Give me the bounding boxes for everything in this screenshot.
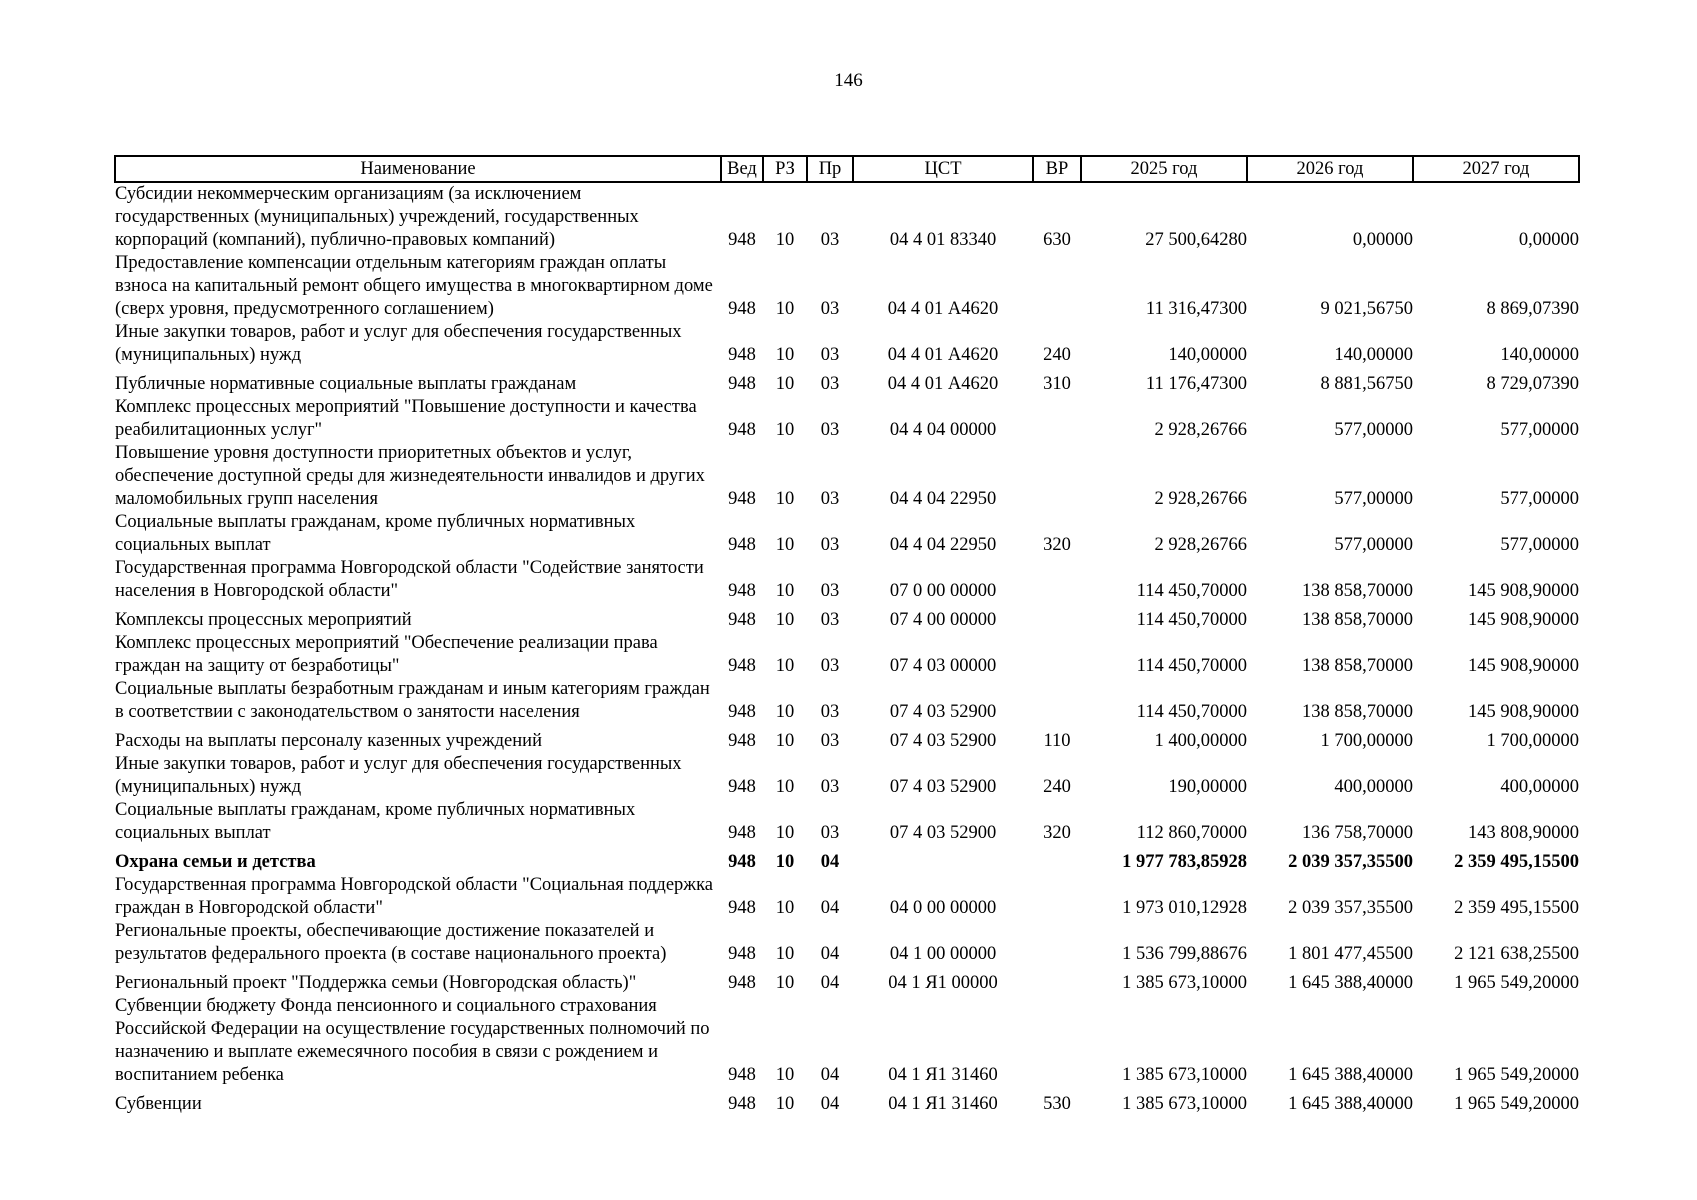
- row-rz: 10: [775, 731, 795, 751]
- row-2025: 1 536 799,88676: [1122, 944, 1247, 964]
- row-2026: 1 801 477,45500: [1288, 944, 1413, 964]
- row-2025: 1 385 673,10000: [1122, 1065, 1247, 1085]
- row-name: Комплекс процессных мероприятий "Обеспечение реализации права граждан на защиту от безработицы": [115, 633, 658, 676]
- row-ved: 948: [728, 852, 756, 872]
- row-cst: 07 4 03 52900: [889, 777, 997, 797]
- row-ved: 948: [728, 535, 756, 555]
- row-name: Социальные выплаты гражданам, кроме публичных нормативных социальных выплат: [115, 800, 636, 843]
- row-2027: 145 908,90000: [1468, 702, 1579, 722]
- row-pr: 04: [820, 898, 840, 918]
- row-name: Региональный проект "Поддержка семьи (Новгородская область)": [115, 973, 637, 993]
- header-2025: 2025 год: [1081, 156, 1247, 182]
- row-2025: 11 176,47300: [1145, 374, 1247, 394]
- header-ved: Вед: [721, 156, 763, 182]
- row-pr: 04: [820, 973, 840, 993]
- row-cst: 07 4 00 00000: [889, 610, 997, 630]
- row-2027: 0,00000: [1518, 230, 1579, 250]
- row-cst: 04 0 00 00000: [889, 898, 997, 918]
- row-pr: 03: [820, 656, 840, 676]
- page-number: 146: [834, 70, 863, 91]
- row-ved: 948: [728, 777, 756, 797]
- row-ved: 948: [728, 420, 756, 440]
- table-row: [115, 557, 1579, 603]
- row-2025: 2 928,26766: [1154, 420, 1247, 440]
- row-2026: 1 645 388,40000: [1288, 1094, 1413, 1114]
- row-2025: 114 450,70000: [1136, 702, 1247, 722]
- row-2027: 2 121 638,25500: [1454, 944, 1579, 964]
- row-2025: 114 450,70000: [1136, 581, 1247, 601]
- row-rz: 10: [775, 299, 795, 319]
- row-2026: 577,00000: [1334, 535, 1413, 555]
- row-2025: 2 928,26766: [1154, 535, 1247, 555]
- row-rz: 10: [775, 702, 795, 722]
- row-2026: 400,00000: [1334, 777, 1413, 797]
- table-row: [115, 252, 1579, 321]
- row-2027: 145 908,90000: [1468, 581, 1579, 601]
- header-2027: 2027 год: [1413, 156, 1579, 182]
- row-vr: [1033, 396, 1081, 442]
- row-cst: 07 4 03 52900: [889, 823, 997, 843]
- table-row: [115, 678, 1579, 724]
- row-pr: 03: [820, 374, 840, 394]
- row-pr: 04: [820, 944, 840, 964]
- row-name: Социальные выплаты гражданам, кроме публичных нормативных социальных выплат: [115, 512, 636, 555]
- row-cst: 04 4 01 А4620: [887, 345, 999, 365]
- header-vr: ВР: [1033, 156, 1081, 182]
- row-name: Публичные нормативные социальные выплаты гражданам: [115, 374, 577, 394]
- row-2026: 138 858,70000: [1302, 581, 1413, 601]
- row-name: Субвенции бюджету Фонда пенсионного и социального страхования Российской Федерации на осуществление государственных полномочий по назначению и выплате ежемесячного пособия в связи с рождением и воспитанием ребенка: [115, 996, 710, 1085]
- row-2027: 1 965 549,20000: [1454, 973, 1579, 993]
- row-name: Иные закупки товаров, работ и услуг для обеспечения государственных (муниципальных) нужд: [115, 754, 682, 797]
- row-vr: 630: [1043, 230, 1071, 250]
- row-2026: 136 758,70000: [1302, 823, 1413, 843]
- row-cst: 07 0 00 00000: [889, 581, 997, 601]
- row-vr: 320: [1043, 535, 1071, 555]
- row-rz: 10: [775, 535, 795, 555]
- table-row: [115, 753, 1579, 799]
- row-vr: [1033, 920, 1081, 966]
- row-rz: 10: [775, 345, 795, 365]
- row-name: Субсидии некоммерческим организациям (за исключением государственных (муниципальных) учреждений, государственных корпораций (компаний), публично-правовых компаний): [115, 184, 639, 250]
- row-cst: 07 4 03 52900: [889, 731, 997, 751]
- row-2027: 1 965 549,20000: [1454, 1065, 1579, 1085]
- table-body: [115, 182, 1579, 1116]
- table-row: [115, 182, 1579, 252]
- row-rz: 10: [775, 230, 795, 250]
- row-rz: 10: [775, 581, 795, 601]
- row-2026: 140,00000: [1334, 345, 1413, 365]
- row-2025: 1 385 673,10000: [1122, 1094, 1247, 1114]
- row-2025: 1 400,00000: [1154, 731, 1247, 751]
- row-name: Охрана семьи и детства: [115, 852, 316, 872]
- row-cst: 04 1 Я1 00000: [888, 973, 998, 993]
- row-pr: 03: [820, 610, 840, 630]
- row-name: Социальные выплаты безработным гражданам и иным категориям граждан в соответствии с законодательством о занятости населения: [115, 679, 710, 722]
- row-2026: 1 645 388,40000: [1288, 1065, 1413, 1085]
- row-2027: 577,00000: [1500, 420, 1579, 440]
- row-2025: 114 450,70000: [1136, 610, 1247, 630]
- row-2026: 9 021,56750: [1320, 299, 1413, 319]
- row-rz: 10: [775, 898, 795, 918]
- row-2026: 1 645 388,40000: [1288, 973, 1413, 993]
- table-row: [115, 632, 1579, 678]
- header-cst: ЦСТ: [853, 156, 1033, 182]
- row-vr: 310: [1043, 374, 1071, 394]
- row-rz: 10: [775, 656, 795, 676]
- table-row: [115, 603, 1579, 632]
- table-row: [115, 724, 1579, 753]
- row-pr: 03: [820, 230, 840, 250]
- row-ved: 948: [728, 489, 756, 509]
- row-vr: [1033, 557, 1081, 603]
- row-2025: 112 860,70000: [1136, 823, 1247, 843]
- header-pr: Пр: [807, 156, 853, 182]
- row-pr: 04: [820, 852, 840, 872]
- row-cst: 04 1 00 00000: [889, 944, 997, 964]
- row-pr: 03: [820, 535, 840, 555]
- row-vr: [1033, 603, 1081, 632]
- row-name: Региональные проекты, обеспечивающие достижение показателей и результатов федерального проекта (в составе национального проекта): [115, 921, 667, 964]
- row-cst: 04 4 01 83340: [889, 230, 997, 250]
- row-2026: 2 039 357,35500: [1288, 898, 1413, 918]
- row-cst: 04 4 04 22950: [889, 489, 997, 509]
- row-pr: 03: [820, 489, 840, 509]
- row-2027: 8 729,07390: [1486, 374, 1579, 394]
- row-ved: 948: [728, 1094, 756, 1114]
- header-rz: РЗ: [763, 156, 807, 182]
- row-2026: 577,00000: [1334, 420, 1413, 440]
- row-2026: 138 858,70000: [1302, 656, 1413, 676]
- row-2027: 140,00000: [1500, 345, 1579, 365]
- row-2026: 138 858,70000: [1302, 702, 1413, 722]
- row-2026: 577,00000: [1334, 489, 1413, 509]
- header-2026: 2026 год: [1247, 156, 1413, 182]
- row-vr: [1033, 845, 1081, 874]
- row-name: Повышение уровня доступности приоритетных объектов и услуг, обеспечение доступной среды для жизнедеятельности инвалидов и других маломобильных групп населения: [115, 443, 705, 509]
- row-vr: [1033, 966, 1081, 995]
- row-pr: 03: [820, 702, 840, 722]
- row-pr: 03: [820, 345, 840, 365]
- row-cst: 04 4 04 22950: [889, 535, 997, 555]
- row-rz: 10: [775, 1094, 795, 1114]
- table-row: [115, 321, 1579, 367]
- header-name: Наименование: [115, 156, 721, 182]
- row-cst: 04 4 01 А4620: [887, 299, 999, 319]
- row-2026: 138 858,70000: [1302, 610, 1413, 630]
- row-ved: 948: [728, 944, 756, 964]
- table-row: [115, 396, 1579, 442]
- table-row: [115, 799, 1579, 845]
- budget-table: [114, 155, 1580, 1116]
- row-vr: 240: [1043, 345, 1071, 365]
- table-row: [115, 845, 1579, 874]
- row-2027: 400,00000: [1500, 777, 1579, 797]
- row-ved: 948: [728, 345, 756, 365]
- row-2025: 1 977 783,85928: [1122, 852, 1247, 872]
- row-2026: 8 881,56750: [1320, 374, 1413, 394]
- row-ved: 948: [728, 702, 756, 722]
- row-rz: 10: [775, 852, 795, 872]
- row-ved: 948: [728, 610, 756, 630]
- row-pr: 04: [820, 1065, 840, 1085]
- row-2025: 2 928,26766: [1154, 489, 1247, 509]
- row-2027: 1 965 549,20000: [1454, 1094, 1579, 1114]
- row-rz: 10: [775, 823, 795, 843]
- row-rz: 10: [775, 973, 795, 993]
- row-2027: 145 908,90000: [1468, 656, 1579, 676]
- row-rz: 10: [775, 944, 795, 964]
- row-ved: 948: [728, 299, 756, 319]
- row-pr: 03: [820, 731, 840, 751]
- row-2027: 145 908,90000: [1468, 610, 1579, 630]
- row-2027: 577,00000: [1500, 535, 1579, 555]
- table-row: [115, 966, 1579, 995]
- row-pr: 03: [820, 299, 840, 319]
- table-row: [115, 874, 1579, 920]
- row-ved: 948: [728, 823, 756, 843]
- row-ved: 948: [728, 374, 756, 394]
- row-cst: 04 1 Я1 31460: [888, 1094, 998, 1114]
- row-2027: 2 359 495,15500: [1454, 852, 1579, 872]
- table-header-row: [115, 156, 1579, 182]
- row-name: Иные закупки товаров, работ и услуг для обеспечения государственных (муниципальных) нужд: [115, 322, 682, 365]
- row-rz: 10: [775, 374, 795, 394]
- row-2027: 1 700,00000: [1486, 731, 1579, 751]
- row-2025: 1 973 010,12928: [1122, 898, 1247, 918]
- row-pr: 03: [820, 777, 840, 797]
- row-2026: 1 700,00000: [1320, 731, 1413, 751]
- row-name: Комплексы процессных мероприятий: [115, 610, 412, 630]
- table-row: [115, 920, 1579, 966]
- table-row: [115, 1087, 1579, 1116]
- row-vr: [1033, 995, 1081, 1087]
- row-vr: [1033, 874, 1081, 920]
- row-2025: 114 450,70000: [1136, 656, 1247, 676]
- row-name: Государственная программа Новгородской области "Содействие занятости населения в Новгородской области": [115, 558, 704, 601]
- table-row: [115, 511, 1579, 557]
- row-rz: 10: [775, 420, 795, 440]
- row-2027: 2 359 495,15500: [1454, 898, 1579, 918]
- row-ved: 948: [728, 898, 756, 918]
- row-2025: 27 500,64280: [1145, 230, 1247, 250]
- table-row: [115, 995, 1579, 1087]
- row-ved: 948: [728, 581, 756, 601]
- row-vr: [1033, 678, 1081, 724]
- row-ved: 948: [728, 230, 756, 250]
- row-vr: [1033, 632, 1081, 678]
- row-pr: 04: [820, 1094, 840, 1114]
- row-rz: 10: [775, 610, 795, 630]
- row-vr: [1033, 252, 1081, 321]
- table-row: [115, 442, 1579, 511]
- row-vr: 240: [1043, 777, 1071, 797]
- row-pr: 03: [820, 581, 840, 601]
- row-cst: 04 4 04 00000: [889, 420, 997, 440]
- row-name: Расходы на выплаты персоналу казенных учреждений: [115, 731, 542, 751]
- row-2027: 577,00000: [1500, 489, 1579, 509]
- row-2026: 0,00000: [1352, 230, 1413, 250]
- row-rz: 10: [775, 777, 795, 797]
- table-row: [115, 367, 1579, 396]
- row-name: Государственная программа Новгородской области "Социальная поддержка граждан в Новгородской области": [115, 875, 713, 918]
- row-cst: 04 4 01 А4620: [887, 374, 999, 394]
- row-cst: 07 4 03 52900: [889, 702, 997, 722]
- row-2026: 2 039 357,35500: [1288, 852, 1413, 872]
- row-name: Предоставление компенсации отдельным категориям граждан оплаты взноса на капитальный ремонт общего имущества в многоквартирном доме (сверх уровня, предусмотренного соглашением): [115, 253, 713, 319]
- row-name: Субвенции: [115, 1094, 202, 1114]
- row-ved: 948: [728, 1065, 756, 1085]
- row-vr: 110: [1043, 731, 1071, 751]
- row-2025: 190,00000: [1168, 777, 1247, 797]
- row-ved: 948: [728, 973, 756, 993]
- row-ved: 948: [728, 731, 756, 751]
- row-2025: 1 385 673,10000: [1122, 973, 1247, 993]
- row-cst: 04 1 Я1 31460: [888, 1065, 998, 1085]
- row-rz: 10: [775, 1065, 795, 1085]
- row-cst: 07 4 03 00000: [889, 656, 997, 676]
- row-2027: 8 869,07390: [1486, 299, 1579, 319]
- row-pr: 03: [820, 420, 840, 440]
- row-name: Комплекс процессных мероприятий "Повышение доступности и качества реабилитационных услуг": [115, 397, 697, 440]
- row-cst: [853, 845, 1033, 874]
- row-2025: 11 316,47300: [1145, 299, 1247, 319]
- row-vr: 320: [1043, 823, 1071, 843]
- row-vr: [1033, 442, 1081, 511]
- row-rz: 10: [775, 489, 795, 509]
- row-ved: 948: [728, 656, 756, 676]
- row-2025: 140,00000: [1168, 345, 1247, 365]
- row-2027: 143 808,90000: [1468, 823, 1579, 843]
- row-vr: 530: [1043, 1094, 1071, 1114]
- row-pr: 03: [820, 823, 840, 843]
